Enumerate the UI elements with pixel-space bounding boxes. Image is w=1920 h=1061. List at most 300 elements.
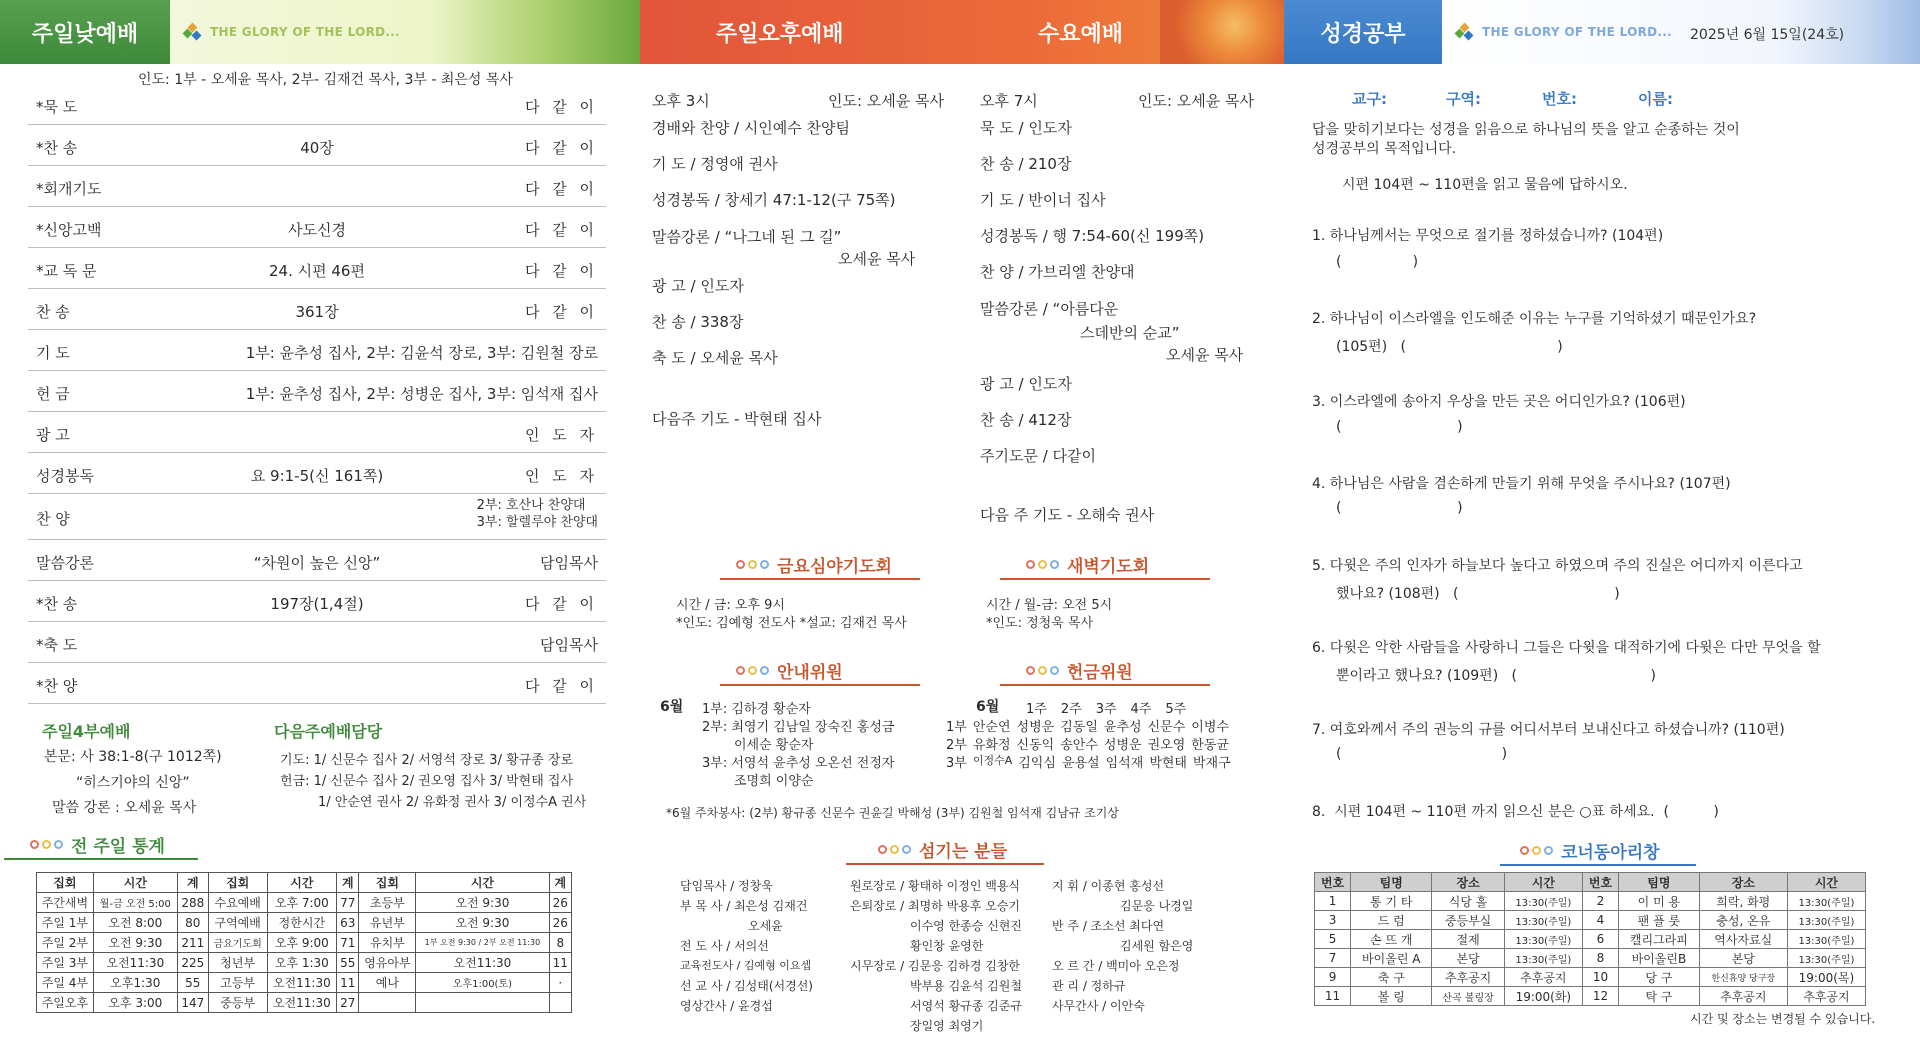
next-week-offering: 헌금: 1/ 신문수 집사 2/ 권오영 집사 3/ 박현태 집사 (280, 774, 574, 789)
dots-icon (736, 560, 769, 569)
order-label: 말씀강론 (36, 554, 94, 572)
offering-name: 유화정 (972, 738, 1011, 753)
dots-icon (1520, 846, 1553, 855)
table-cell: 오전11:30 (267, 973, 336, 993)
question-2: 2. 하나님이 이스라엘을 인도해준 이유는 누구를 기억하셨기 때문인가요? (1312, 311, 1757, 327)
dawn-leaders: *인도: 정청욱 목사 (986, 616, 1094, 631)
table-cell: 오후 7:00 (267, 893, 336, 913)
table-cell: · (549, 973, 571, 993)
servants-title-underline (846, 863, 1044, 865)
answer-blank-1[interactable]: ( ) (1336, 254, 1419, 270)
list-item: 오세윤 목사 (1166, 346, 1244, 364)
list-item: 오세윤 (748, 919, 783, 933)
table-cell: 주일 1부 (37, 913, 94, 933)
order-label: *찬 송 (36, 139, 78, 157)
servants-col-3 (1052, 876, 1193, 1016)
ushers-line: 3부: 서영석 윤추성 오온선 전정자 (702, 756, 895, 771)
list-item: 교육전도사 / 김예형 이요셉 (680, 959, 812, 972)
ushers-title (736, 658, 843, 683)
study-field-name: 이름: (1638, 90, 1673, 108)
stats-table (36, 872, 572, 1013)
table-cell: 추후공지 (1504, 968, 1582, 987)
answer-blank-3[interactable]: ( ) (1336, 419, 1463, 435)
order-right: 다 같 이 (524, 139, 598, 157)
order-label: *교 독 문 (36, 262, 97, 280)
table-cell: 13:30(주일) (1787, 892, 1865, 911)
dots-icon (736, 666, 769, 675)
offering-part: 1부 (946, 720, 967, 735)
table-header: 번호 (1315, 873, 1351, 892)
offering-name: 김동일 (1060, 720, 1098, 735)
list-item: 영상간사 / 윤경섭 (680, 999, 773, 1013)
table-cell: 주일 2부 (37, 933, 94, 953)
order-right: 다 같 이 (524, 595, 598, 613)
table-cell: 영유아부 (359, 953, 416, 973)
offering-name: 윤추성 (1103, 720, 1142, 735)
table-cell: 55 (177, 973, 208, 993)
table-cell: 13:30(주일) (1787, 949, 1865, 968)
table-cell: 6 (1582, 930, 1618, 949)
ushers-line: 이세순 황순자 (734, 738, 814, 753)
dots-icon (30, 840, 63, 849)
ushers-line: 조명희 이양순 (734, 774, 814, 789)
offering-name: 박재구 (1193, 756, 1231, 771)
offering-name: 이병수 (1191, 720, 1229, 735)
list-item: 박부용 김윤석 김원철 (910, 979, 1022, 993)
table-cell: 26 (549, 913, 571, 933)
list-item: 이수영 한종승 신현진 (910, 919, 1022, 933)
offering-name: 김익심 (1018, 756, 1056, 771)
table-cell: 축 구 (1351, 968, 1432, 987)
list-item: 황인창 윤영한 (910, 939, 984, 953)
list-item: 찬 양 / 가브리엘 찬양대 (980, 263, 1135, 281)
table-cell: 오전 9:30 (93, 933, 177, 953)
table-cell: 오후 3:00 (93, 993, 177, 1013)
order-right: 다 같 이 (524, 677, 598, 695)
table-header: 팀명 (1351, 873, 1432, 892)
order-right: 인 도 자 (524, 426, 598, 444)
order-row (28, 84, 606, 125)
order-right: 다 같 이 (524, 303, 598, 321)
list-item: 찬 송 / 210장 (980, 155, 1072, 173)
table-cell: 4 (1582, 911, 1618, 930)
offering-name: 박현태 (1149, 756, 1187, 771)
table-row (37, 953, 572, 973)
ushers-line: 2부: 최영기 김남일 장숙진 홍성금 (702, 720, 895, 735)
list-item: 시무장로 / 김문응 김하경 김창한 (850, 959, 1020, 973)
table-row (37, 873, 572, 893)
table-cell: 오후1:30 (93, 973, 177, 993)
servants-title-text: 섬기는 분들 (919, 842, 1008, 862)
table-cell: 2 (1582, 892, 1618, 911)
table-cell: 충성, 온유 (1699, 911, 1787, 930)
order-right: 다 같 이 (524, 262, 598, 280)
servants-col-2 (850, 876, 1022, 1036)
table-cell: 55 (337, 953, 359, 973)
order-label: 성경봉독 (36, 467, 94, 485)
offering-month: 6월 (976, 699, 1000, 715)
table-cell: 71 (337, 933, 359, 953)
dots-icon (1026, 560, 1059, 569)
offering-row (946, 716, 1229, 735)
table-cell: 볼 링 (1351, 987, 1432, 1006)
order-middle: 197장(1,4절) (270, 595, 364, 613)
table-cell: 유년부 (359, 913, 416, 933)
table-cell: 225 (177, 953, 208, 973)
table-cell: 오후1:00(토) (416, 973, 549, 993)
table-cell: 오전 8:00 (93, 913, 177, 933)
friday-prayer-title (736, 552, 892, 577)
order-right: 인 도 자 (524, 467, 598, 485)
offering-name: 성병운 (1103, 738, 1142, 753)
table-cell: 바이올린 A (1351, 949, 1432, 968)
order-label: *묵 도 (36, 98, 78, 116)
friday-leaders: *인도: 김예형 전도사 *설교: 김재건 목사 (676, 616, 907, 631)
table-row (37, 913, 572, 933)
table-cell: 1부 오전 9:30 / 2부 오전 11:30 (416, 933, 549, 953)
bible-study-title: 성경공부 (1320, 21, 1406, 47)
order-label: 헌 금 (36, 385, 70, 403)
table-cell: 5 (1315, 930, 1351, 949)
table-cell: 초등부 (359, 893, 416, 913)
table-cell: 147 (177, 993, 208, 1013)
order-right: 1부: 윤추성 집사, 2부: 성병운 집사, 3부: 임석재 집사 (245, 385, 598, 403)
table-row (1315, 873, 1866, 892)
table-cell: 고등부 (208, 973, 267, 993)
table-cell: 희락, 화평 (1699, 892, 1787, 911)
autumn-leaves-decoration (1160, 0, 1284, 64)
list-item: 오 르 간 / 백미아 오은정 (1052, 959, 1180, 973)
table-cell: 역사자료실 (1699, 930, 1787, 949)
answer-blank-2[interactable]: (105편) ( ) (1336, 339, 1563, 355)
table-cell: 13:30(주일) (1504, 911, 1582, 930)
afternoon-order-list (652, 110, 915, 376)
order-label: 광 고 (36, 426, 70, 444)
order-middle: 사도신경 (288, 221, 346, 239)
table-header: 집회 (208, 873, 267, 893)
question-8: 8. 시편 104편 ~ 110편 까지 읽으신 분은 ○표 하세요. ( ) (1312, 804, 1719, 820)
morning-service-title: 주일낮예배 (31, 21, 139, 47)
table-cell (549, 993, 571, 1013)
table-cell: 구역예배 (208, 913, 267, 933)
order-row (28, 371, 606, 412)
study-field-number: 번호: (1542, 90, 1577, 108)
table-row (1315, 892, 1866, 911)
table-header: 집회 (37, 873, 94, 893)
order-row (28, 289, 606, 330)
table-header: 시간 (1504, 873, 1582, 892)
wednesday-leader: 인도: 오세윤 목사 (1138, 92, 1255, 110)
table-cell: 추후공지 (1432, 968, 1504, 987)
offering-part: 3부 (946, 756, 967, 771)
table-cell: 오전11:30 (416, 953, 549, 973)
question-4: 4. 하나님은 사람을 겸손하게 만들기 위해 무엇을 주시나요? (107편) (1312, 476, 1731, 492)
table-cell: 손 뜨 개 (1351, 930, 1432, 949)
table-cell: 8 (1582, 949, 1618, 968)
question-5: 5. 다윗은 주의 인자가 하늘보다 높다고 하였으며 주의 진실은 어디까지 이른다고 (1312, 558, 1803, 574)
list-item: 기 도 / 정영애 권사 (652, 155, 778, 173)
corner-club-title-text: 코너동아리창 (1561, 843, 1660, 863)
table-cell: 본당 (1699, 949, 1787, 968)
dots-icon (878, 845, 911, 854)
afternoon-service-title: 주일오후예배 (716, 21, 844, 47)
table-cell: 288 (177, 893, 208, 913)
stats-title (30, 832, 165, 857)
table-cell: 63 (337, 913, 359, 933)
table-cell: 13:30(주일) (1787, 911, 1865, 930)
table-cell: 탁 구 (1619, 987, 1700, 1006)
table-cell (359, 993, 416, 1013)
offering-title-underline (1000, 684, 1210, 686)
question-1: 1. 하나님께서는 무엇으로 절기를 정하셨습니까? (104편) (1312, 228, 1664, 244)
table-cell: 19:00(목) (1787, 968, 1865, 987)
offering-name: 임석재 (1105, 756, 1144, 771)
order-middle: 361장 (295, 303, 339, 321)
table-header: 장소 (1699, 873, 1787, 892)
table-cell: 월-금 오전 5:00 (93, 893, 177, 913)
table-cell: 오전 9:30 (416, 893, 549, 913)
table-cell: 추후공지 (1699, 987, 1787, 1006)
week-label: 1주 (1026, 702, 1047, 717)
offering-name: 안순연 (972, 720, 1011, 735)
order-row (28, 453, 606, 494)
order-label: *축 도 (36, 636, 78, 654)
ushers-line: 1부: 김하경 황순자 (702, 702, 811, 717)
table-cell: 오후 1:30 (267, 953, 336, 973)
order-label: *찬 송 (36, 595, 78, 613)
offering-committee-title-text: 헌금위원 (1067, 663, 1133, 683)
order-row (28, 412, 606, 453)
table-cell: 주일 3부 (37, 953, 94, 973)
table-cell: 한신휴양 당구장 (1699, 968, 1787, 987)
order-label: 찬 양 (36, 510, 70, 528)
table-cell: 수요예배 (208, 893, 267, 913)
order-row (28, 330, 606, 371)
list-item: 전 도 사 / 서의선 (680, 939, 769, 953)
dawn-time: 시간 / 월-금: 오전 5시 (986, 598, 1113, 613)
table-cell: 예나 (359, 973, 416, 993)
offering-row (946, 734, 1229, 753)
list-item: 담임목사 / 정창욱 (680, 879, 773, 893)
table-cell: 27 (337, 993, 359, 1013)
list-item: 김문응 나경일 (1120, 899, 1194, 913)
order-right: 1부: 윤추성 집사, 2부: 김윤석 장로, 3부: 김원철 장로 (245, 344, 598, 362)
table-cell: 청년부 (208, 953, 267, 973)
table-cell: 주간새벽 (37, 893, 94, 913)
wednesday-order-list (980, 110, 1243, 474)
table-cell: 정한시간 (267, 913, 336, 933)
table-cell: 9 (1315, 968, 1351, 987)
table-header: 시간 (93, 873, 177, 893)
study-reading: 시편 104편 ~ 110편을 읽고 물음에 답하시오. (1342, 177, 1628, 193)
table-cell: 팬 플 룻 (1619, 911, 1700, 930)
next-week-title: 다음주예배담당 (274, 722, 383, 741)
table-cell: 11 (1315, 987, 1351, 1006)
corner-note: 시간 및 장소는 변경될 수 있습니다. (1690, 1012, 1876, 1026)
offering-name: 송안수 (1060, 738, 1098, 753)
table-cell (416, 993, 549, 1013)
table-cell: 산곡 볼링장 (1432, 987, 1504, 1006)
table-cell: 통 기 타 (1351, 892, 1432, 911)
glory-banner-1 (170, 0, 640, 64)
list-item: 찬 송 / 338장 (652, 313, 744, 331)
stats-title-underline (4, 858, 198, 860)
table-cell: 중등부 (208, 993, 267, 1013)
list-item: 관 리 / 정하규 (1052, 979, 1126, 993)
answer-blank-6[interactable]: 뿐이라고 했나요? (109편) ( ) (1336, 668, 1656, 684)
table-row (1315, 930, 1866, 949)
ushers-title-underline (720, 684, 920, 686)
glory-text-1: THE GLORY OF THE LORD... (210, 25, 401, 39)
question-3: 3. 이스라엘에 송아지 우상을 만든 곳은 어디인가요? (106편) (1312, 394, 1686, 410)
offering-name: 권오영 (1147, 738, 1186, 753)
parking-volunteers: *6월 주차봉사: (2부) 황규종 신문수 권윤길 박해성 (3부) 김원철 임석재 김남규 조기상 (666, 806, 1119, 820)
study-field-district: 교구: (1352, 90, 1387, 108)
corner-title-underline (1500, 864, 1696, 866)
list-item: 찬 송 / 412장 (980, 411, 1072, 429)
dawn-prayer-title-text: 새벽기도회 (1067, 557, 1150, 577)
order-middle: 요 9:1-5(신 161쪽) (250, 467, 384, 485)
table-cell: 바이올린B (1619, 949, 1700, 968)
order-row (28, 248, 606, 289)
offering-name: 신동익 (1016, 738, 1055, 753)
friday-title-underline (720, 578, 920, 580)
table-cell: 10 (1582, 968, 1618, 987)
offering-part: 2부 (946, 738, 967, 753)
list-item: 원로장로 / 황태하 이정인 백용식 (850, 879, 1020, 893)
table-cell: 본당 (1432, 949, 1504, 968)
afternoon-time: 오후 3시 (652, 92, 710, 110)
ushers-title-text: 안내위원 (777, 663, 843, 683)
next-week-offering-2: 1/ 안순연 권사 2/ 유화정 권사 3/ 이정수A 권사 (318, 795, 587, 810)
order-row (28, 540, 606, 581)
table-cell: 13:30(주일) (1504, 949, 1582, 968)
list-item: 사무간사 / 이안숙 (1052, 999, 1145, 1013)
order-row (28, 581, 606, 622)
list-item: 지 휘 / 이종현 홍성선 (1052, 879, 1165, 893)
offering-name: 윤용설 (1061, 756, 1100, 771)
table-cell: 13:30(주일) (1787, 930, 1865, 949)
order-label: *찬 양 (36, 677, 78, 695)
answer-blank-5[interactable]: 했나요? (108편) ( ) (1336, 586, 1620, 602)
table-row (1315, 949, 1866, 968)
list-item: 선 교 사 / 김성태(서경선) (680, 979, 813, 993)
list-item: 광 고 / 인도자 (980, 375, 1072, 393)
table-cell: 절제 (1432, 930, 1504, 949)
list-item: 성경봉독 / 행 7:54-60(신 199쪽) (980, 227, 1205, 245)
afternoon-leader: 인도: 오세윤 목사 (828, 92, 945, 110)
order-label: *회개기도 (36, 180, 102, 198)
list-item: 광 고 / 인도자 (652, 277, 744, 295)
next-week-prayer: 기도: 1/ 신문수 집사 2/ 서영석 장로 3/ 황규종 장로 (280, 753, 574, 768)
table-header: 장소 (1432, 873, 1504, 892)
question-7: 7. 여호와께서 주의 권능의 규를 어디서부터 보내신다고 하셨습니까? (110편) (1312, 722, 1785, 738)
morning-leaders: 인도: 1부 - 오세윤 목사, 2부- 김재건 목사, 3부 - 최은성 목사 (138, 72, 513, 88)
order-middle: “차원이 높은 신앙” (253, 554, 381, 572)
dawn-title-underline (1000, 578, 1210, 580)
table-cell: 이 미 용 (1619, 892, 1700, 911)
answer-blank-7[interactable]: ( ) (1336, 746, 1508, 762)
table-cell: 주일오후 (37, 993, 94, 1013)
servants-title (878, 837, 1007, 862)
friday-prayer-title-text: 금요심야기도회 (777, 557, 892, 577)
table-cell: 유치부 (359, 933, 416, 953)
question-6: 6. 다윗은 악한 사람들을 사랑하니 그들은 다윗을 대적하기에 다윗은 다만 무엇을 할 (1312, 640, 1821, 656)
list-item: 오세윤 목사 (838, 250, 916, 268)
bible-study-header (1284, 0, 1442, 64)
diamond-icon (184, 24, 200, 40)
afternoon-wednesday-header (640, 0, 1284, 64)
glory-text-3: THE GLORY OF THE LORD... (1482, 25, 1673, 39)
table-cell: 12 (1582, 987, 1618, 1006)
table-cell: 7 (1315, 949, 1351, 968)
list-item: 말씀강론 / “아름다운 (980, 300, 1119, 318)
table-cell: 식당 홀 (1432, 892, 1504, 911)
table-cell: 13:30(주일) (1504, 892, 1582, 911)
order-row (28, 494, 606, 540)
table-cell: 19:00(화) (1504, 987, 1582, 1006)
order-row (28, 166, 606, 207)
study-field-zone: 구역: (1446, 90, 1481, 108)
dawn-prayer-title (1026, 552, 1149, 577)
wednesday-next-prayer: 다음 주 기도 - 오해숙 권사 (980, 506, 1155, 524)
order-right: 담임목사 (540, 636, 598, 654)
order-row (28, 207, 606, 248)
table-row (1315, 968, 1866, 987)
corner-club-title (1520, 838, 1660, 863)
ushers-month: 6월 (660, 699, 684, 715)
table-cell: 80 (177, 913, 208, 933)
order-right: 다 같 이 (524, 221, 598, 239)
study-intro: 답을 맞히기보다는 성경을 읽음으로 하나님의 뜻을 알고 순종하는 것이 (1312, 122, 1740, 138)
corner-club-table (1314, 872, 1866, 1006)
answer-blank-4[interactable]: ( ) (1336, 500, 1463, 516)
table-cell: 금요기도회 (208, 933, 267, 953)
wednesday-time: 오후 7시 (980, 92, 1038, 110)
servants-col-1 (680, 876, 813, 1016)
table-row (37, 893, 572, 913)
order-middle: 24. 시편 46편 (269, 262, 365, 280)
diamond-icon (1456, 24, 1472, 40)
table-cell: 77 (337, 893, 359, 913)
study-intro-2: 성경공부의 목적입니다. (1312, 141, 1457, 157)
dots-icon (1026, 666, 1059, 675)
table-header: 팀명 (1619, 873, 1700, 892)
list-item: 성경봉독 / 창세기 47:1-12(구 75쪽) (652, 191, 896, 209)
table-cell: 오전 9:30 (416, 913, 549, 933)
table-header: 번호 (1582, 873, 1618, 892)
list-item: 주기도문 / 다같이 (980, 447, 1097, 465)
list-item: 부 목 사 / 최은성 김재건 (680, 899, 808, 913)
bulletin-date: 2025년 6월 15일(24호) (1690, 27, 1845, 43)
table-header: 시간 (1787, 873, 1865, 892)
order-right: 담임목사 (540, 554, 598, 572)
order-row (28, 125, 606, 166)
table-row (37, 993, 572, 1013)
list-item: 기 도 / 반이너 집사 (980, 191, 1106, 209)
table-cell: 211 (177, 933, 208, 953)
list-item: 서영석 황규종 김준규 (910, 999, 1022, 1013)
order-row (28, 622, 606, 663)
table-cell: 중등부실 (1432, 911, 1504, 930)
order-right: 2부: 호산나 찬양대 3부: 할렐루야 찬양대 (476, 498, 598, 530)
offering-name: 이정수A (972, 754, 1013, 767)
order-middle: 40장 (300, 139, 334, 157)
table-header: 집회 (359, 873, 416, 893)
list-item: 장일영 최영기 (910, 1019, 984, 1033)
table-cell: 1 (1315, 892, 1351, 911)
afternoon-next-prayer: 다음주 기도 - 박현태 집사 (652, 410, 822, 428)
